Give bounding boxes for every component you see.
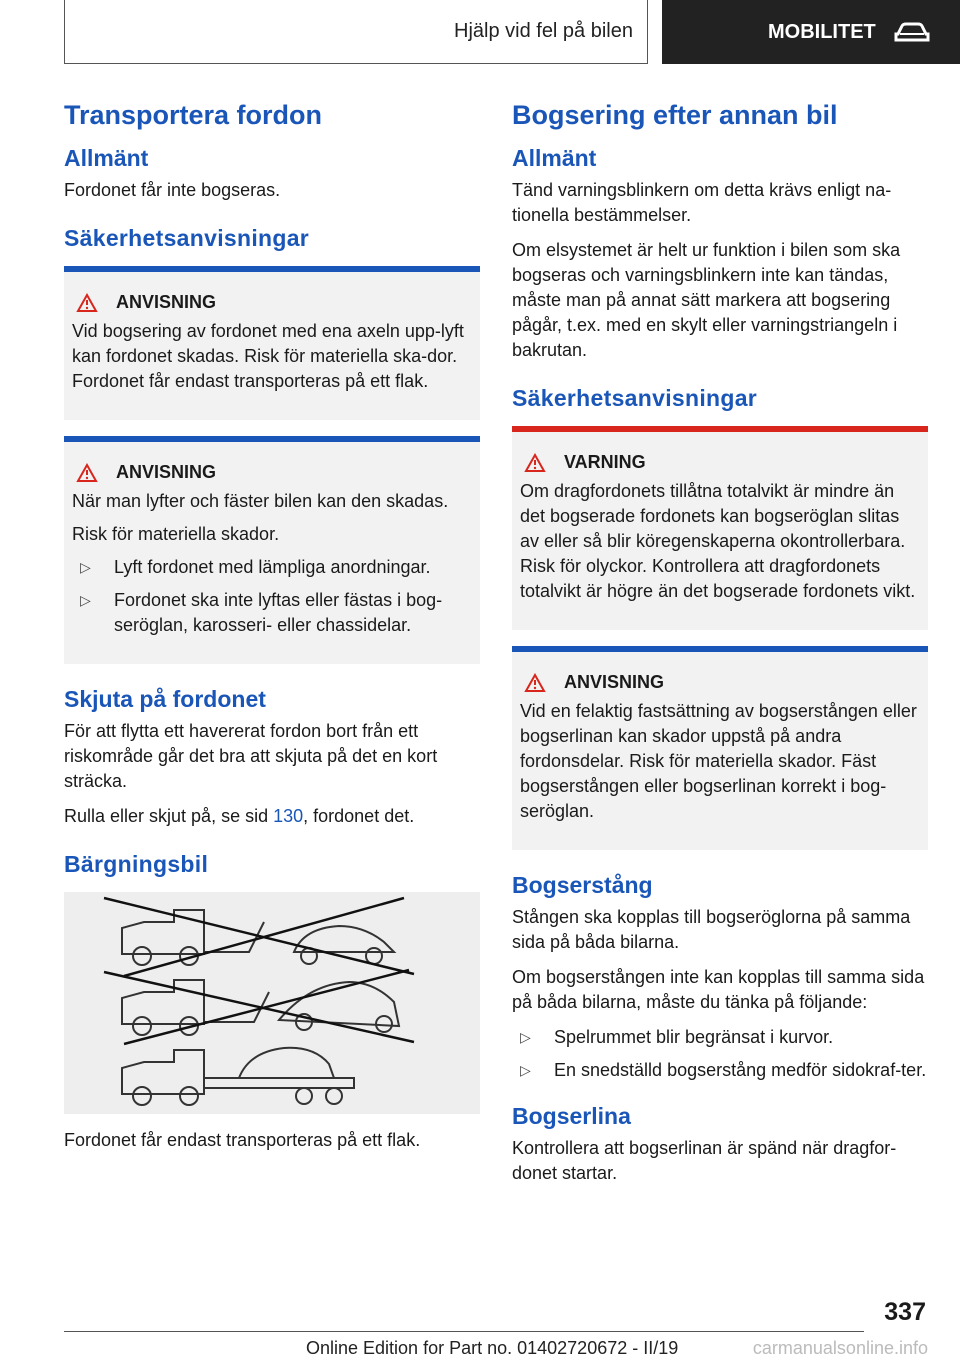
heading-general: Allmänt	[512, 145, 597, 171]
warning-box	[512, 426, 928, 630]
warning-triangle-icon	[76, 463, 98, 483]
notice-text-2: Risk för materiella skador.	[72, 524, 280, 544]
steps-list	[512, 1025, 928, 1083]
section-heading-transport: Transportera fordon	[64, 100, 323, 130]
notice-box	[512, 646, 928, 850]
bullet-triangle-icon: ▷	[520, 1062, 531, 1078]
list-item-text: Fordonet ska inte lyftas eller fästas i bog-seröglan, karosseri- eller chassidelar.	[114, 590, 443, 635]
general-text-1: Tänd varningsblinkern om detta krävs enligt na-tionella bestämmelser.	[512, 180, 892, 225]
heading-tow-rope: Bogserlina	[512, 1103, 631, 1129]
left-column	[64, 100, 480, 1163]
tow-bar-text-1: Stången ska kopplas till bogseröglorna på samma sida på båda bilarna.	[512, 907, 911, 952]
heading-push: Skjuta på fordonet	[64, 686, 266, 712]
watermark: carmanualsonline.info	[752, 1338, 928, 1358]
warning-title	[520, 452, 920, 473]
heading-tow-bar: Bogserstång	[512, 872, 653, 898]
bullet-triangle-icon: ▷	[80, 559, 91, 575]
notice-title	[520, 672, 920, 693]
bullet-triangle-icon: ▷	[520, 1029, 531, 1045]
tow-bar-text-2: Om bogserstången inte kan kopplas till samma sida på båda bilarna, måste du tänka på följande:	[512, 967, 925, 1012]
car-icon	[892, 20, 932, 44]
bullet-triangle-icon: ▷	[80, 592, 91, 608]
notice-box	[64, 266, 480, 420]
general-text-2: Om elsystemet är helt ur funktion i bilen som ska bogseras och varningsblinkern inte kan tändas, måste man på annat sätt markera att bogsering pågår, t.ex. med en skylt eller varningstriangeln i bakrutan.	[512, 240, 901, 360]
chapter-title: MOBILITET	[768, 20, 876, 43]
list-item	[72, 555, 472, 580]
notice-label: ANVISNING	[564, 672, 665, 692]
tow-rope-text: Kontrollera att bogserlinan är spänd när dragfor-donet startar.	[512, 1138, 897, 1183]
section-header	[64, 0, 648, 64]
notice-text: Vid en felaktig fastsättning av bogserstången eller bogserlinan kan skador uppstå på andra fordonsdelar. Risk för materiella skador. Fäst bogserstången eller bogserlinan korrekt i bog-seröglan.	[520, 701, 917, 821]
heading-safety: Säkerhetsanvisningar	[512, 385, 758, 411]
notice-title	[72, 292, 472, 313]
reference-text-end: , fordonet det.	[303, 806, 415, 826]
warning-label: VARNING	[564, 452, 646, 472]
chapter-header	[662, 0, 960, 64]
notice-label: ANVISNING	[116, 292, 217, 312]
notice-label: ANVISNING	[116, 462, 217, 482]
heading-general: Allmänt	[64, 145, 149, 171]
list-item-text: Spelrummet blir begränsat i kurvor.	[554, 1027, 834, 1047]
page-link[interactable]: 130	[273, 806, 304, 826]
list-item	[512, 1025, 928, 1050]
footer-divider	[64, 1331, 864, 1332]
page-number: 337	[884, 1298, 926, 1326]
reference-text: Rulla eller skjut på, se sid	[64, 806, 274, 826]
general-text: Fordonet får inte bogseras.	[64, 180, 281, 200]
figure-caption: Fordonet får endast transporteras på ett flak.	[64, 1130, 421, 1150]
footer-edition: Online Edition for Part no. 01402720672 - II/19	[306, 1338, 679, 1358]
heading-tow-truck: Bärgningsbil	[64, 851, 209, 877]
warning-triangle-icon	[524, 673, 546, 693]
list-item-text: Lyft fordonet med lämpliga anordningar.	[114, 557, 431, 577]
list-item	[72, 588, 472, 638]
list-item	[512, 1058, 928, 1083]
warning-triangle-icon	[524, 453, 546, 473]
tow-truck-illustration	[64, 892, 480, 1114]
notice-box	[64, 436, 480, 664]
notice-title	[72, 462, 472, 483]
steps-list	[72, 555, 472, 638]
warning-text: Om dragfordonets tillåtna totalvikt är mindre än det bogserade fordonets kan bogseröglan slitas av eller så blir köregenskaperna okontrollerbara. Risk för olyckor. Kontrollera att dragfordonets totalvikt är högre än det bogserade fordonets vikt.	[520, 481, 916, 601]
list-item-text: En snedställd bogserstång medför sidokraf-ter.	[554, 1060, 927, 1080]
warning-triangle-icon	[76, 293, 98, 313]
push-reference	[64, 804, 480, 829]
heading-safety: Säkerhetsanvisningar	[64, 225, 310, 251]
notice-text: När man lyfter och fäster bilen kan den skadas.	[72, 491, 449, 511]
section-title: Hjälp vid fel på bilen	[454, 20, 633, 42]
notice-text: Vid bogsering av fordonet med ena axeln upp-lyft kan fordonet skadas. Risk för materiella ska-dor. Fordonet får endast transporteras på ett flak.	[72, 321, 464, 391]
section-heading-towing: Bogsering efter annan bil	[512, 100, 838, 130]
right-column	[512, 100, 928, 1196]
push-text: För att flytta ett havererat fordon bort från ett riskområde går det bra att skjuta på det en kort sträcka.	[64, 721, 438, 791]
